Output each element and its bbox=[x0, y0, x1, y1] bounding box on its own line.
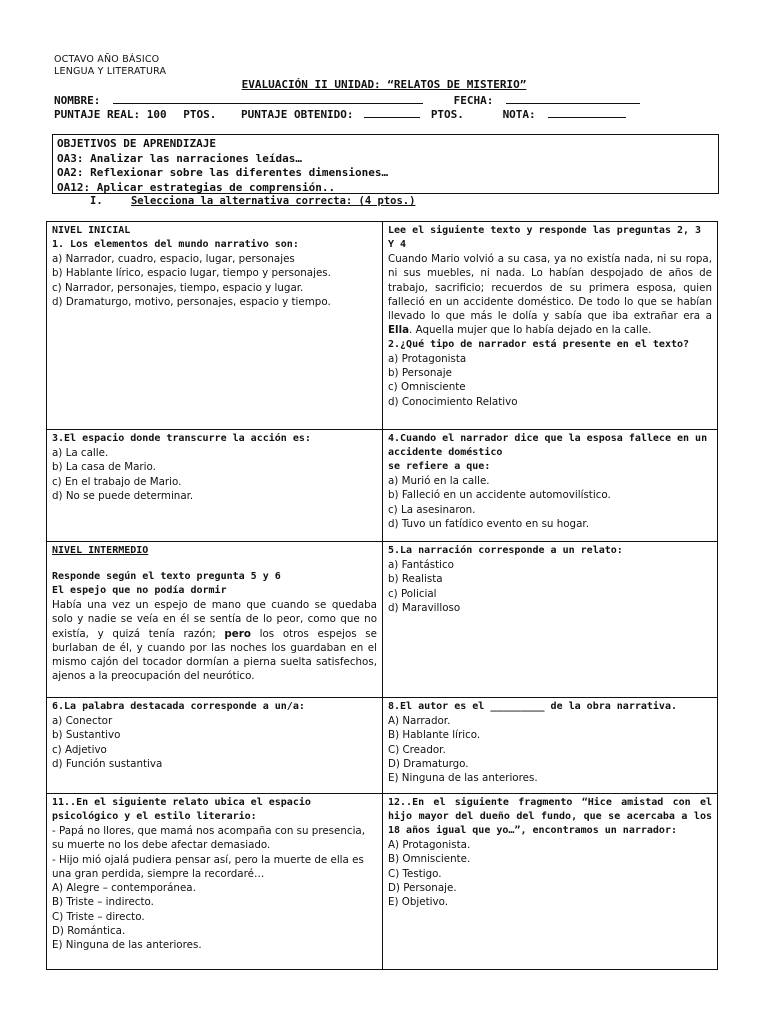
question-text: 3.El espacio donde transcurre la acción es: bbox=[52, 433, 311, 444]
option[interactable]: a) La calle. bbox=[52, 447, 109, 459]
option[interactable]: a) Murió en la calle. bbox=[388, 475, 490, 487]
question-cell-5 bbox=[383, 542, 718, 698]
option[interactable]: c) Omnisciente bbox=[388, 381, 466, 394]
name-label: NOMBRE: bbox=[54, 94, 101, 107]
option[interactable]: D) Romántica. bbox=[52, 925, 126, 938]
option[interactable]: b) Hablante lírico, espacio lugar, tiempo y personajes. bbox=[52, 267, 331, 280]
option[interactable]: A) Alegre – contemporánea. bbox=[52, 882, 196, 895]
question-text: 11..En el siguiente relato ubica el espacio psicológico y el estilo literario: bbox=[52, 797, 311, 822]
obtained-score-field[interactable] bbox=[364, 107, 420, 118]
option[interactable]: d) Tuvo un fatídico evento en su hogar. bbox=[388, 517, 589, 530]
option[interactable]: d) Dramaturgo, motivo, personajes, espacio y tiempo. bbox=[52, 295, 331, 308]
level-heading: NIVEL INTERMEDIO bbox=[52, 545, 149, 556]
subject-label: LENGUA Y LITERATURA bbox=[54, 66, 167, 77]
reading-instruction: Responde según el texto pregunta 5 y 6 bbox=[52, 571, 281, 582]
option[interactable]: b) Falleció en un accidente automovilístico. bbox=[388, 489, 611, 502]
objectives-heading: OBJETIVOS DE APRENDIZAJE bbox=[57, 137, 216, 150]
question-cell-8 bbox=[383, 698, 718, 794]
question-text: 1. Los elementos del mundo narrativo son: bbox=[52, 239, 299, 250]
option[interactable]: C) Triste – directo. bbox=[52, 910, 145, 923]
option[interactable]: a) Fantástico bbox=[388, 559, 454, 571]
question-cell-2 bbox=[383, 222, 718, 430]
dialogue-line: - Papá no llores, que mamá nos acompaña con su presencia, su muerte no los debe afectar demasiado. bbox=[52, 825, 366, 852]
question-cell-3 bbox=[47, 430, 383, 542]
question-text: 2.¿Qué tipo de narrador está presente en el texto? bbox=[388, 338, 690, 350]
name-date-row bbox=[54, 93, 640, 107]
option[interactable]: c) La asesinaron. bbox=[388, 503, 476, 516]
option[interactable]: c) Narrador, personajes, tiempo, espacio y lugar. bbox=[52, 281, 304, 294]
question-text: 4.Cuando el narrador dice que la esposa fallece en un accidente doméstico bbox=[388, 433, 708, 458]
date-label: FECHA: bbox=[453, 94, 494, 107]
question-text: 12..En el siguiente fragmento “Hice amistad con el hijo mayor del dueño del fundo, que se acercaba a los 18 años igual que yo…”, encontramos un narrador: bbox=[388, 797, 712, 836]
grade-mark-label: NOTA: bbox=[502, 108, 536, 121]
highlighted-word: Ella bbox=[388, 324, 410, 337]
reading-instruction: Lee el siguiente texto y responde las preguntas 2, 3 Y 4 bbox=[388, 225, 702, 250]
option[interactable]: E) Ninguna de las anteriores. bbox=[388, 772, 538, 785]
option[interactable]: d) Maravilloso bbox=[388, 601, 461, 614]
score-row bbox=[54, 107, 626, 121]
section-number: I. bbox=[90, 195, 103, 207]
option[interactable]: b) La casa de Mario. bbox=[52, 461, 156, 474]
question-cell-1 bbox=[47, 222, 383, 430]
level-heading: NIVEL INICIAL bbox=[52, 225, 131, 236]
option[interactable]: b) Personaje bbox=[388, 367, 452, 380]
option[interactable]: C) Creador. bbox=[388, 743, 446, 756]
dialogue-line: - Hijo mió ojalá pudiera pensar así, pero la muerte de ella es una gran perdida, siempre la recordaré… bbox=[52, 853, 364, 880]
option[interactable]: b) Realista bbox=[388, 573, 443, 586]
ptos-label-2: PTOS. bbox=[430, 108, 464, 121]
grade-mark-field[interactable] bbox=[548, 107, 626, 118]
objectives-box bbox=[52, 134, 719, 194]
reading-passage: Había una vez un espejo de mano que cuando se quedaba solo y nadie se veía en él se sentía de lo peor, como que no existía, y quizá tenía razón; pero los otros espejos se burlaban de él, y cuando por las noches los guardaban en el mismo cajón del tocador dormían a pierna suelta satisfechos, ajenos a la preocupación del neurótico. bbox=[52, 599, 377, 683]
option[interactable]: E) Objetivo. bbox=[388, 896, 449, 909]
option[interactable]: A) Protagonista. bbox=[388, 839, 471, 851]
reading-passage: Cuando Mario volvió a su casa, ya no existía nada, ni su ropa, ni sus muebles, ni nada. Lo habían despojado de años de trabajo, sacrificio; recuerdos de su primera esposa, quien falleció en un accidente doméstico. De todo lo que se habían llevado lo que más le dolía y sabía que iba extrañar era a Ella. Aquella mujer que lo había dejado en la calle. bbox=[388, 253, 712, 337]
intermediate-reading-cell bbox=[47, 542, 383, 698]
option[interactable]: c) Policial bbox=[388, 587, 437, 600]
option[interactable]: A) Narrador. bbox=[388, 715, 451, 727]
question-cell-11 bbox=[47, 794, 383, 970]
option[interactable]: d) Función sustantiva bbox=[52, 757, 163, 770]
option[interactable]: D) Dramaturgo. bbox=[388, 757, 469, 770]
story-title: El espejo que no podía dormir bbox=[52, 585, 227, 596]
question-cell-12 bbox=[383, 794, 718, 970]
date-field[interactable] bbox=[506, 93, 640, 104]
grade-label: OCTAVO AÑO BÁSICO bbox=[54, 54, 160, 65]
questions-table bbox=[46, 221, 718, 970]
question-text-continued: se refiere a que: bbox=[388, 461, 491, 472]
exam-title: EVALUACIÓN II UNIDAD: “RELATOS DE MISTERIO” bbox=[241, 78, 527, 91]
option[interactable]: E) Ninguna de las anteriores. bbox=[52, 939, 202, 952]
option[interactable]: D) Personaje. bbox=[388, 881, 457, 894]
section-instruction bbox=[90, 195, 415, 207]
option[interactable]: B) Triste – indirecto. bbox=[52, 896, 154, 909]
option[interactable]: B) Hablante lírico. bbox=[388, 729, 481, 742]
option[interactable]: a) Protagonista bbox=[388, 352, 467, 365]
ptos-label: PTOS. bbox=[183, 108, 217, 121]
objective-item: OA3: Analizar las narraciones leídas… bbox=[57, 151, 303, 165]
option[interactable]: a) Conector bbox=[52, 715, 113, 727]
name-field[interactable] bbox=[113, 93, 423, 104]
question-cell-6 bbox=[47, 698, 383, 794]
objective-item: OA2: Reflexionar sobre las diferentes dimensiones… bbox=[57, 166, 389, 179]
option[interactable]: B) Omnisciente. bbox=[388, 853, 471, 866]
question-cell-4 bbox=[383, 430, 718, 542]
option[interactable]: c) En el trabajo de Mario. bbox=[52, 475, 182, 488]
option[interactable]: d) No se puede determinar. bbox=[52, 489, 194, 502]
option[interactable]: b) Sustantivo bbox=[52, 729, 121, 742]
option[interactable]: a) Narrador, cuadro, espacio, lugar, personajes bbox=[52, 253, 295, 265]
highlighted-word: pero bbox=[224, 627, 251, 640]
real-score-label: PUNTAJE REAL: 100 bbox=[54, 108, 167, 121]
section-instruction-text: Selecciona la alternativa correcta: (4 ptos.) bbox=[130, 195, 416, 207]
option[interactable]: d) Conocimiento Relativo bbox=[388, 395, 518, 408]
option[interactable]: C) Testigo. bbox=[388, 867, 442, 880]
objective-item: OA12: Aplicar estrategias de comprensión.. bbox=[57, 180, 336, 194]
question-text: 6.La palabra destacada corresponde a un/a: bbox=[52, 701, 305, 712]
obtained-score-label: PUNTAJE OBTENIDO: bbox=[240, 108, 354, 121]
question-text: 8.El autor es el _________ de la obra narrativa. bbox=[388, 701, 677, 712]
question-text: 5.La narración corresponde a un relato: bbox=[388, 545, 623, 556]
option[interactable]: c) Adjetivo bbox=[52, 743, 107, 756]
